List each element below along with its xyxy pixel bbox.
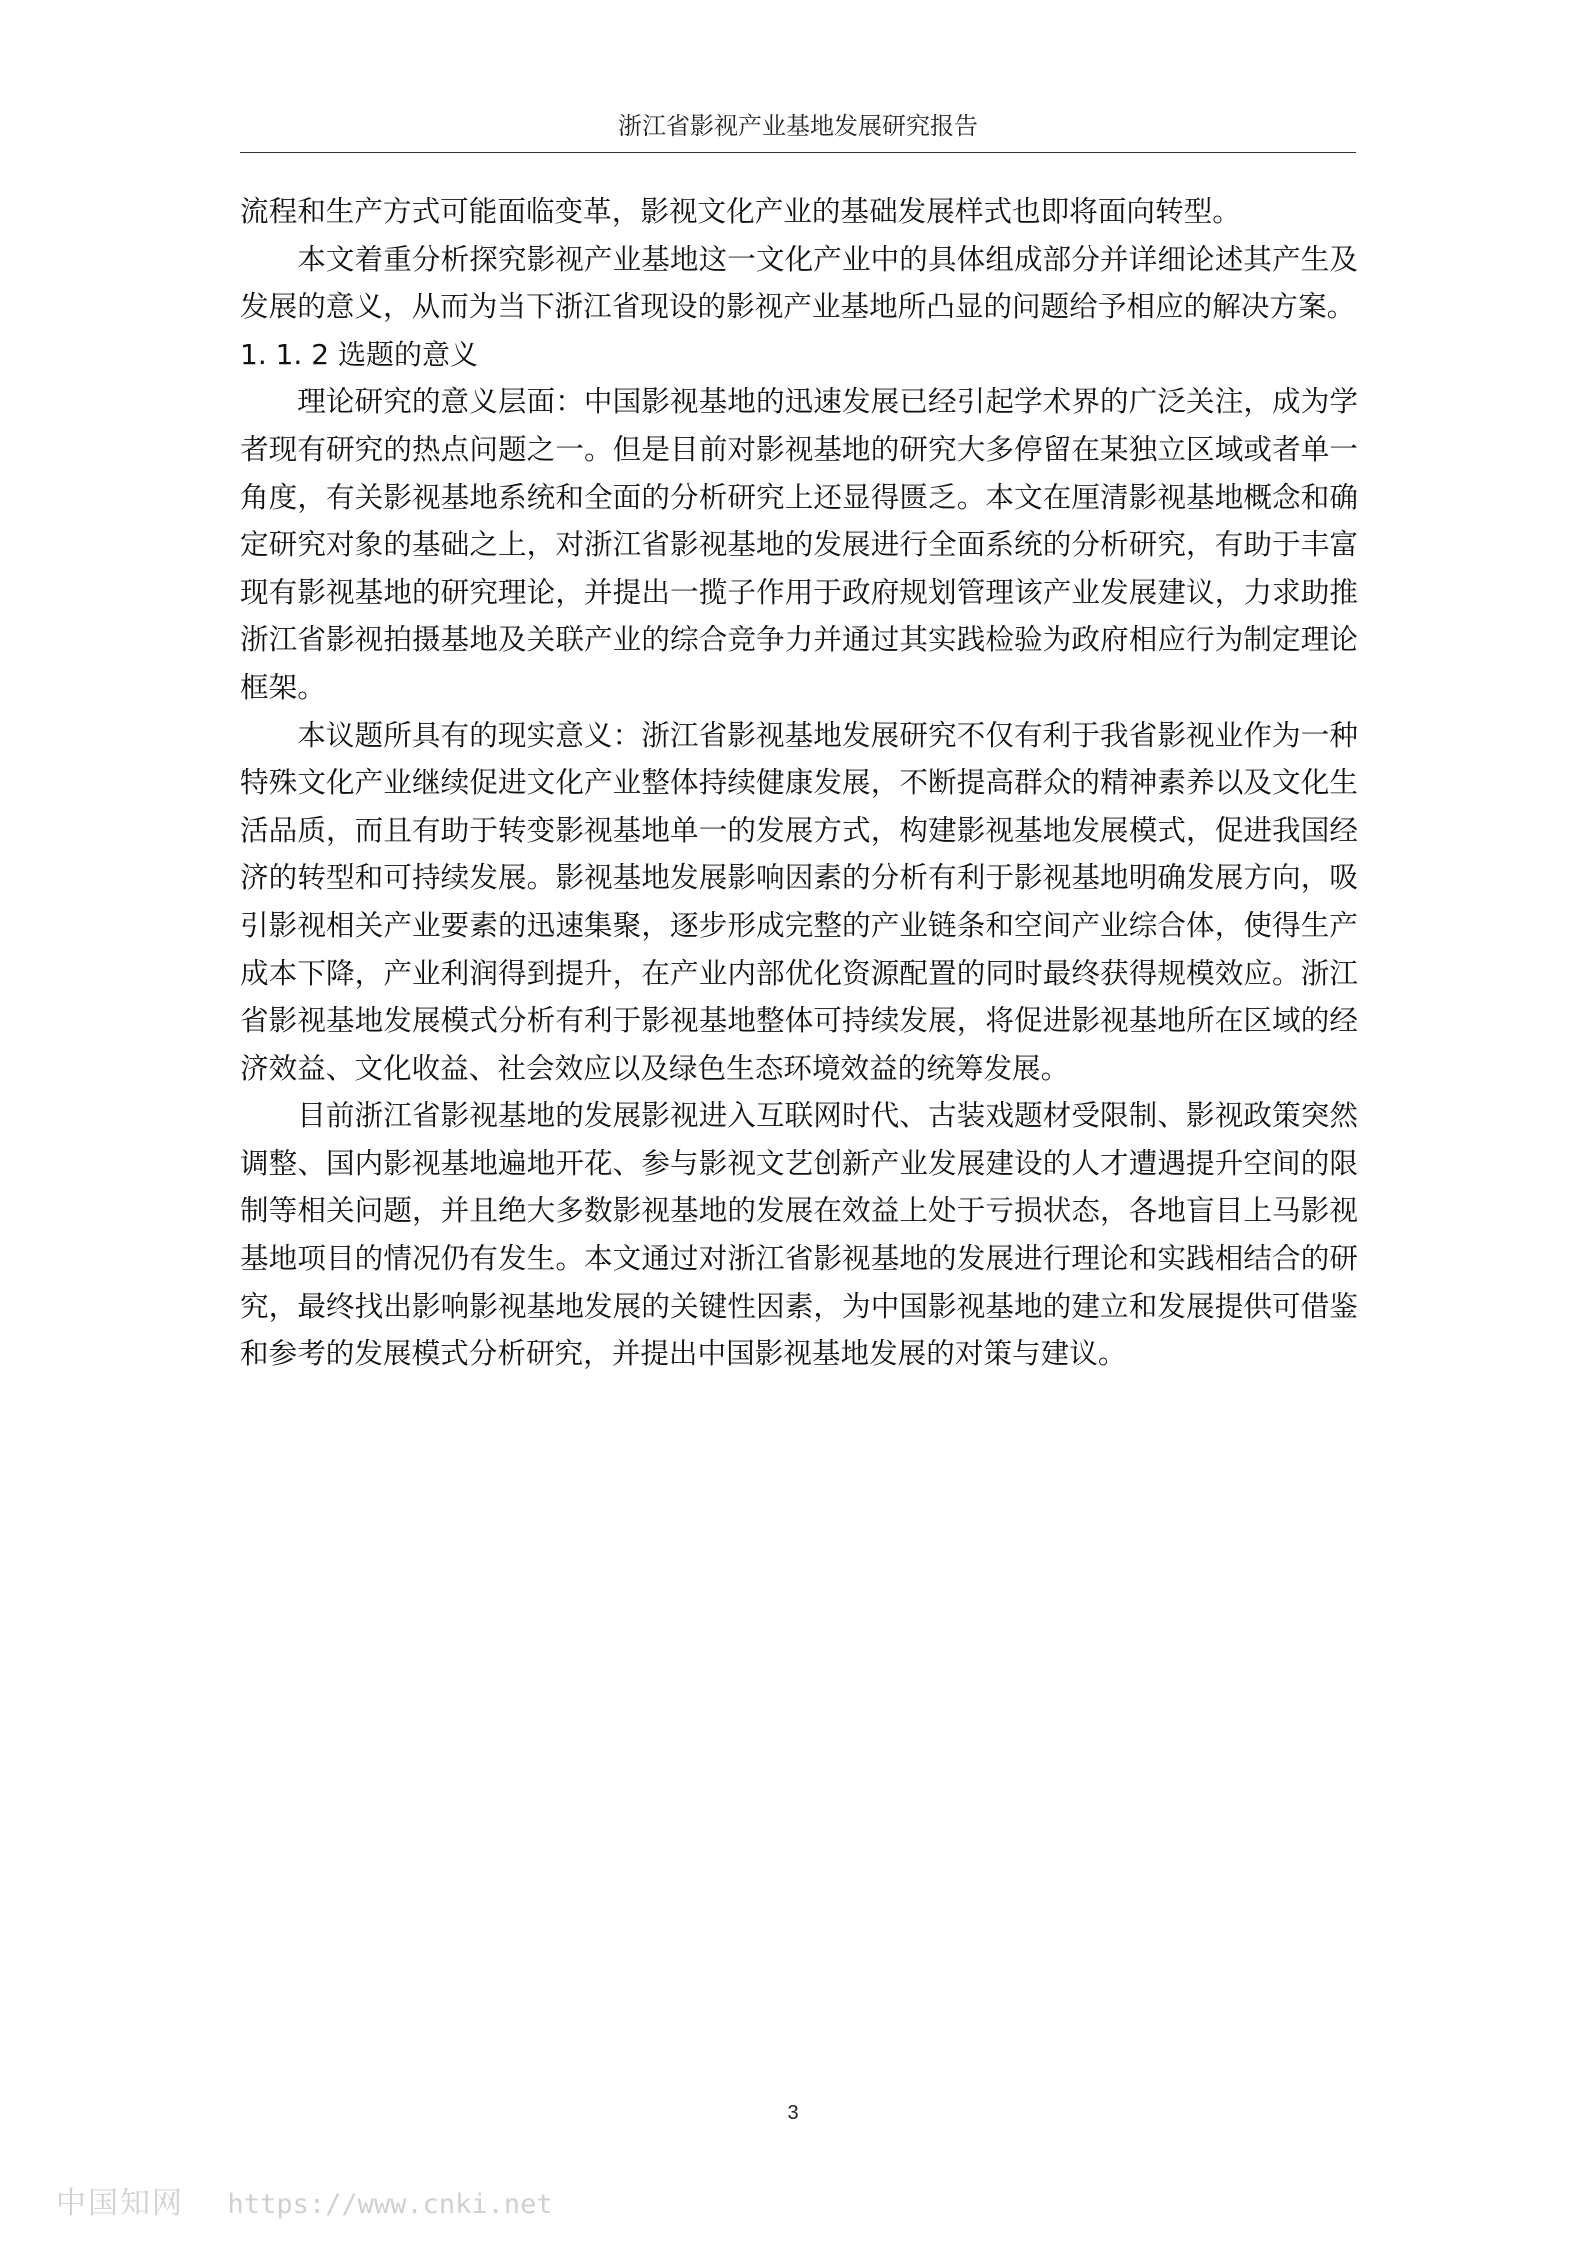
section-heading: 1. 1. 2 选题的意义 <box>240 337 478 371</box>
paragraph-current-status: 目前浙江省影视基地的发展影视进入互联网时代、古装戏题材受限制、影视政策突然调整、国内影视基地遍地开花、参与影视文艺创新产业发展建设的人才遭遇提升空间的限制等相关问题，并且绝大多数影视基地的发展在效益上处于亏损状态，各地盲目上马影视基地项目的情况仍有发生。本文通过对浙江省影视基地的发展进行理论和实践相结合的研究，最终找出影响影视基地发展的关键性因素，为中国影视基地的建立和发展提供可借鉴和参考的发展模式分析研究，并提出中国影视基地发展的对策与建议。 <box>240 1098 1358 1371</box>
cnki-watermark <box>56 2178 553 2222</box>
watermark-url: https://www.cnki.net <box>227 2189 553 2220</box>
paragraph-continuation: 流程和生产方式可能面临变革，影视文化产业的基础发展样式也即将面向转型。 <box>240 194 1241 228</box>
watermark-site-name: 中国知网 <box>56 2186 184 2221</box>
paragraph-theoretical-significance: 理论研究的意义层面：中国影视基地的迅速发展已经引起学术界的广泛关注，成为学者现有研究的热点问题之一。但是目前对影视基地的研究大多停留在某独立区域或者单一角度，有关影视基地系统和全面的分析研究上还显得匮乏。本文在厘清影视基地概念和确定研究对象的基础之上，对浙江省影视基地的发展进行全面系统的分析研究，有助于丰富现有影视基地的研究理论，并提出一揽子作用于政府规划管理该产业发展建议，力求助推浙江省影视拍摄基地及关联产业的综合竞争力并通过其实践检验为政府相应行为制定理论框架。 <box>240 384 1358 704</box>
paragraph-practical-significance: 本议题所具有的现实意义：浙江省影视基地发展研究不仅有利于我省影视业作为一种特殊文化产业继续促进文化产业整体持续健康发展，不断提高群众的精神素养以及文化生活品质，而且有助于转变影视基地单一的发展方式，构建影视基地发展模式，促进我国经济的转型和可持续发展。影视基地发展影响因素的分析有利于影视基地明确发展方向，吸引影视相关产业要素的迅速集聚，逐步形成完整的产业链条和空间产业综合体，使得生产成本下降，产业利润得到提升，在产业内部优化资源配置的同时最终获得规模效应。浙江省影视基地发展模式分析有利于影视基地整体可持续发展，将促进影视基地所在区域的经济效益、文化收益、社会效应以及绿色生态环境效益的统筹发展。 <box>240 717 1358 1085</box>
document-title: 浙江省影视产业基地发展研究报告 <box>618 112 978 140</box>
paragraph-purpose: 本文着重分析探究影视产业基地这一文化产业中的具体组成部分并详细论述其产生及发展的意义，从而为当下浙江省现设的影视产业基地所凸显的问题给予相应的解决方案。 <box>240 241 1358 324</box>
document-body <box>240 188 1358 1378</box>
page-number: 3 <box>787 2102 799 2124</box>
page-header <box>240 106 1356 153</box>
